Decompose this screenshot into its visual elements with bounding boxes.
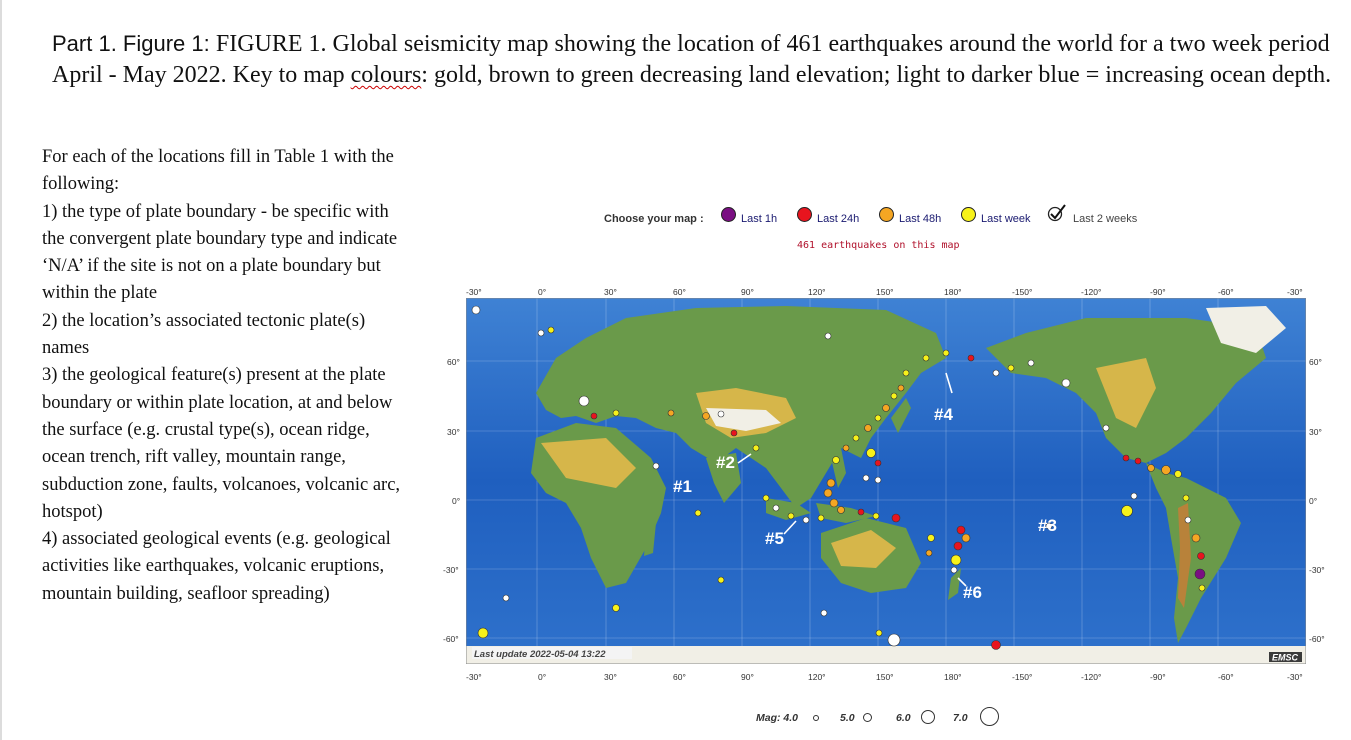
tick-label: 60° xyxy=(673,287,686,297)
tick-label: -30° xyxy=(1287,672,1303,682)
heading-text-pre: FIGURE 1. Global seismicity map showing the location of 461 earthquakes around the world for a two week period April - May 2022. Key to map xyxy=(52,31,1330,88)
mag-value-7: 7.0 xyxy=(953,712,968,724)
heading-spellcheck-word: colours xyxy=(350,62,422,88)
tick-label: 30° xyxy=(604,672,617,682)
legend-label: Last 24h xyxy=(817,213,860,225)
site-label-6: #6 xyxy=(963,583,982,602)
mag-circle-5-icon xyxy=(863,713,872,722)
site-label-1: #1 xyxy=(673,477,692,496)
instructions-block xyxy=(42,144,412,608)
choose-map-label: Choose your map : xyxy=(604,213,704,225)
checked-circle-icon xyxy=(1047,204,1067,222)
tick-label: -150° xyxy=(1012,672,1033,682)
emsc-credit: EMSC xyxy=(1272,652,1299,663)
site-label-2: #2 xyxy=(716,453,735,472)
tick-label: 0° xyxy=(452,496,461,506)
tick-label: 180° xyxy=(944,672,962,682)
tick-label: -90° xyxy=(1150,672,1166,682)
tick-label: -60° xyxy=(443,634,459,644)
orange-dot-icon xyxy=(879,207,894,222)
tick-label: 150° xyxy=(876,287,894,297)
instruction-item-2: 2) the location’s associated tectonic plate(s) names xyxy=(42,310,366,359)
yellow-dot-icon xyxy=(961,207,976,222)
tick-label: 120° xyxy=(808,287,826,297)
last-update-text: Last update 2022-05-04 13:22 xyxy=(474,649,606,660)
mag-value-5: 5.0 xyxy=(840,712,855,724)
tick-label: -60° xyxy=(1218,672,1234,682)
figure-heading xyxy=(52,28,1342,91)
earthquake-count: 461 earthquakes on this map xyxy=(797,240,960,251)
site-label-5: #5 xyxy=(765,529,784,548)
tick-label: -60° xyxy=(1309,634,1325,644)
mag-circle-4-icon xyxy=(813,715,819,721)
legend-label: Last 48h xyxy=(899,213,942,225)
tick-label: -30° xyxy=(1287,287,1303,297)
tick-label: 60° xyxy=(1309,357,1322,367)
tick-label: -90° xyxy=(1150,287,1166,297)
tick-label: -150° xyxy=(1012,287,1033,297)
tick-label: 90° xyxy=(741,672,754,682)
mag-circle-7-icon xyxy=(980,707,999,726)
instruction-intro: For each of the locations fill in Table 1 with the following: xyxy=(42,147,394,195)
tick-label: 180° xyxy=(944,287,962,297)
page-left-border xyxy=(0,0,2,740)
purple-dot-icon xyxy=(721,207,736,222)
mag-label: Mag: 4.0 xyxy=(756,712,799,724)
legend-label: Last 2 weeks xyxy=(1073,213,1138,225)
tick-label: 0° xyxy=(1309,496,1318,506)
mag-circle-6-icon xyxy=(921,710,935,724)
tick-label: 0° xyxy=(538,672,547,682)
tick-label: -30° xyxy=(443,565,459,575)
tick-label: 120° xyxy=(808,672,826,682)
tick-label: -120° xyxy=(1081,672,1102,682)
site-label-3: #3 xyxy=(1038,516,1057,535)
red-dot-icon xyxy=(797,207,812,222)
seismicity-map[interactable] xyxy=(466,298,1306,664)
tick-label: -30° xyxy=(466,287,482,297)
tick-label: 60° xyxy=(673,672,686,682)
mag-value-6: 6.0 xyxy=(896,712,911,724)
instruction-item-3: 3) the geological feature(s) present at the plate boundary or within plate location, at and below the surface (e.g. crustal type(s), ocean ridge, ocean trench, rift valley, mountain range, subduction zone, faults, volcanoes, volcanic arc, hotspot) xyxy=(42,365,401,522)
tick-label: 30° xyxy=(1309,427,1322,437)
instruction-item-4: 4) associated geological events (e.g. geological activities like earthquakes, volcanic eruptions, mountain building, seafloor spreading) xyxy=(42,529,391,604)
legend-label: Last 1h xyxy=(741,213,778,225)
tick-label: 150° xyxy=(876,672,894,682)
heading-text-post: : gold, brown to green decreasing land elevation; light to darker blue = increasing ocean depth. xyxy=(421,62,1332,88)
tick-label: 90° xyxy=(741,287,754,297)
site-label-4: #4 xyxy=(934,405,953,424)
tick-label: -30° xyxy=(466,672,482,682)
tick-label: 30° xyxy=(447,427,460,437)
instruction-item-1: 1) the type of plate boundary - be specific with the convergent plate boundary type and indicate ‘N/A’ if the site is not on a plate boundary but within the plate xyxy=(42,201,398,304)
heading-part-label: Part 1. Figure 1: xyxy=(52,31,216,56)
tick-label: -60° xyxy=(1218,287,1234,297)
tick-label: -30° xyxy=(1309,565,1325,575)
tick-label: 0° xyxy=(538,287,547,297)
tick-label: -120° xyxy=(1081,287,1102,297)
legend-label: Last week xyxy=(981,213,1031,225)
tick-label: 60° xyxy=(447,357,460,367)
tick-label: 30° xyxy=(604,287,617,297)
